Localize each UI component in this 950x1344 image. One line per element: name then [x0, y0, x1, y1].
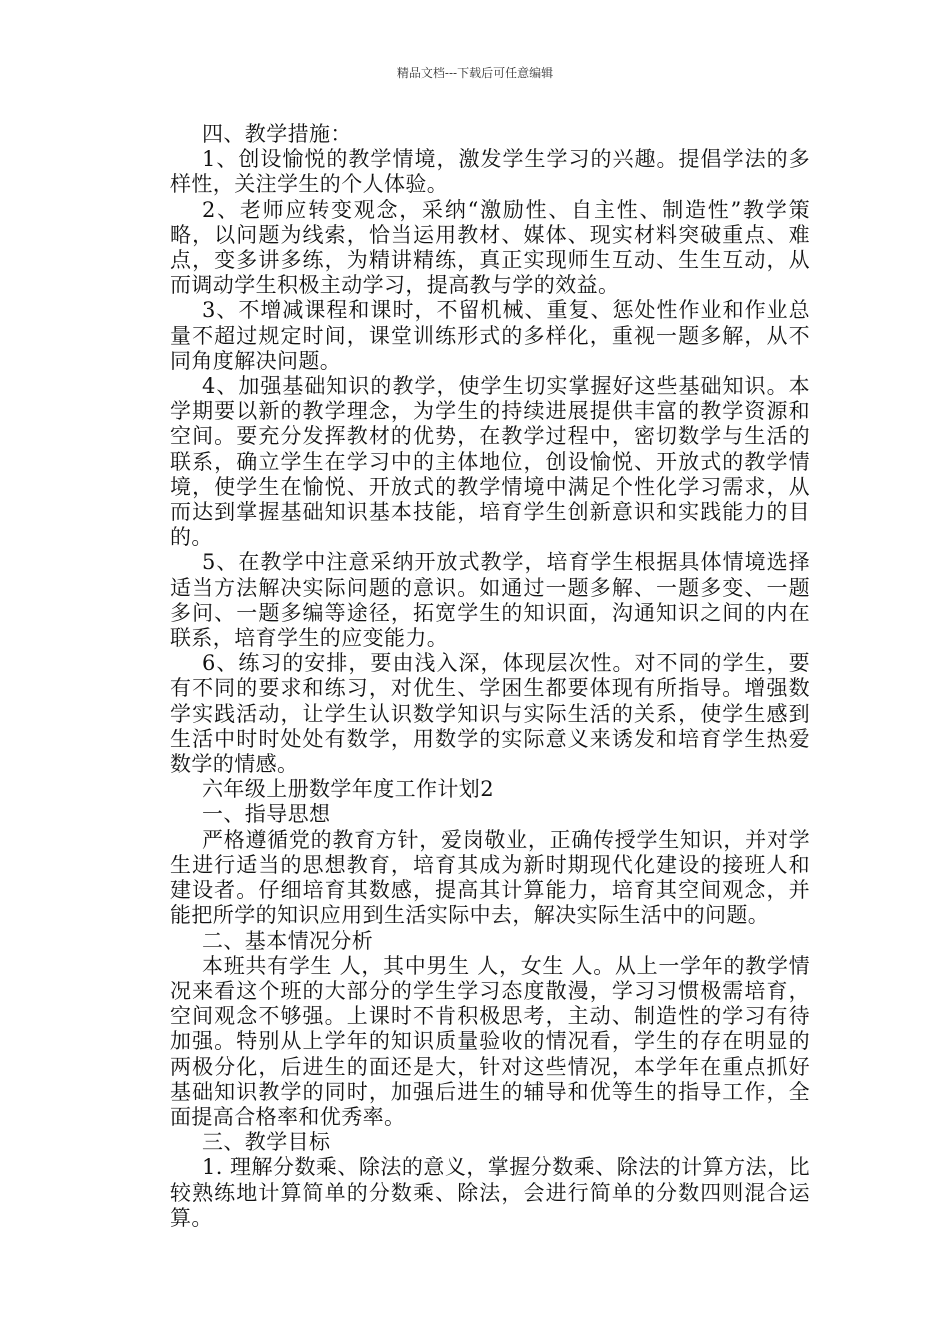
- section-heading-guiding-ideas: 一、指导思想: [202, 802, 331, 827]
- paragraph-measure-1: 1、创设愉悦的教学情境，激发学生学习的兴趣。提倡学法的多样性，关注学生的个人体验。: [170, 147, 810, 197]
- section-heading-teaching-goals: 三、教学目标: [202, 1130, 331, 1155]
- paragraph-measure-6: 6、练习的安排，要由浅入深，体现层次性。对不同的学生，要有不同的要求和练习，对优生、学困生都要体现有所指导。增强数学实践活动，让学生认识数学知识与实际生活的关系，使学生感到生活中时时处处有数学，用数学的实际意义来诱发和培育学生热爱数学的情感。: [170, 651, 810, 777]
- paragraph-guiding-ideas: 严格遵循党的教育方针，爱岗敬业，正确传授学生知识，并对学生进行适当的思想教育，培育其成为新时期现代化建设的接班人和建设者。仔细培育其数感，提高其计算能力，培育其空间观念，并能把所学的知识应用到生活实际中去，解决实际生活中的问题。: [170, 827, 810, 928]
- page-header: 精品文档---下载后可任意编辑: [396, 66, 554, 80]
- document-title-plan-2: 六年级上册数学年度工作计划2: [202, 777, 494, 802]
- document-body: [170, 122, 810, 1231]
- paragraph-measure-4: 4、加强基础知识的教学，使学生切实掌握好这些基础知识。本学期要以新的教学理念，为学生的持续进展提供丰富的教学资源和空间。要充分发挥教材的优势，在教学过程中，密切数学与生活的联系，确立学生在学习中的主体地位，创设愉悦、开放式的教学情境，使学生在愉悦、开放式的教学情境中满足个性化学习需求，从而达到掌握基础知识基本技能，培育学生创新意识和实践能力的目的。: [170, 374, 810, 550]
- section-heading-measures: 四、教学措施：: [202, 122, 352, 146]
- paragraph-goal-1: 1. 理解分数乘、除法的意义，掌握分数乘、除法的计算方法，比较熟练地计算简单的分数乘、除法，会进行简单的分数四则混合运算。: [170, 1155, 810, 1230]
- paragraph-measure-3: 3、不增减课程和课时，不留机械、重复、惩处性作业和作业总量不超过规定时间，课堂训练形式的多样化，重视一题多解，从不同角度解决问题。: [170, 298, 810, 373]
- section-heading-situation-analysis: 二、基本情况分析: [202, 928, 374, 953]
- paragraph-measure-5: 5、在教学中注意采纳开放式教学，培育学生根据具体情境选择适当方法解决实际问题的意识。如通过一题多解、一题多变、一题多问、一题多编等途径，拓宽学生的知识面，沟通知识之间的内在联系，培育学生的应变能力。: [170, 550, 810, 651]
- paragraph-situation-analysis: 本班共有学生 人，其中男生 人，女生 人。从上一学年的教学情况来看这个班的大部分的学生学习态度散漫，学习习惯极需培育，空间观念不够强。上课时不肯积极思考，主动、制造性的学习有待加强。特别从上学年的知识质量验收的情况看，学生的存在明显的两极分化，后进生的面还是大，针对这些情况，本学年在重点抓好基础知识教学的同时，加强后进生的辅导和优等生的指导工作，全面提高合格率和优秀率。: [170, 953, 810, 1129]
- paragraph-measure-2: 2、老师应转变观念，采纳“激励性、自主性、制造性”教学策略，以问题为线索，恰当运用教材、媒体、现实材料突破重点、难点，变多讲多练，为精讲精练，真正实现师生互动、生生互动，从而调动学生积极主动学习，提高教与学的效益。: [170, 197, 810, 298]
